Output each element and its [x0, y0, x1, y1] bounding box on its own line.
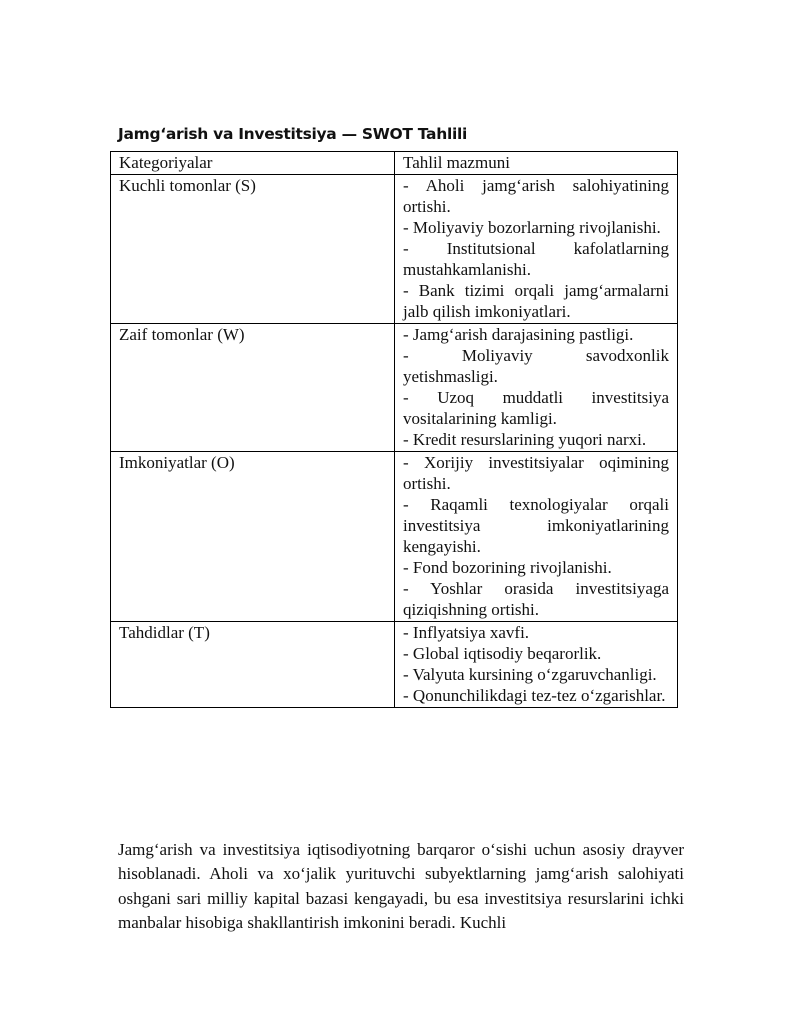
list-item: - Inflyatsiya xavfi. [403, 623, 530, 642]
list-item: - Moliyaviy bozorlarning rivojlanishi. [403, 218, 661, 237]
category-weaknesses: Zaif tomonlar (W) [111, 324, 395, 452]
list-item: - Bank tizimi orqali jamgʻarmalarni jalb qilish imkoniyatlari. [403, 281, 669, 321]
list-item: - Raqamli texnologiyalar orqali investitsiya imkoniyatlarining kengayishi. [403, 495, 669, 556]
list-item: - Yoshlar orasida investitsiyaga qiziqishning ortishi. [403, 579, 669, 619]
list-item: - Fond bozorining rivojlanishi. [403, 558, 612, 577]
swot-table [110, 151, 678, 708]
table-row [111, 622, 678, 708]
strengths-items [395, 175, 678, 324]
header-cell-category: Kategoriyalar [111, 152, 395, 175]
opportunities-items [395, 452, 678, 622]
category-opportunities: Imkoniyatlar (O) [111, 452, 395, 622]
document-title: Jamgʻarish va Investitsiya — SWOT Tahlili [118, 125, 467, 143]
table-header-row [111, 152, 678, 175]
list-item: - Moliyaviy savodxonlik yetishmasligi. [403, 346, 669, 386]
list-item: - Institutsional kafolatlarning mustahkamlanishi. [403, 239, 669, 279]
threats-items [395, 622, 678, 708]
list-item: - Qonunchilikdagi tez-tez oʻzgarishlar. [403, 686, 666, 705]
category-strengths: Kuchli tomonlar (S) [111, 175, 395, 324]
category-threats: Tahdidlar (T) [111, 622, 395, 708]
list-item: - Xorijiy investitsiyalar oqimining ortishi. [403, 453, 669, 493]
header-cell-content: Tahlil mazmuni [395, 152, 678, 175]
list-item: - Aholi jamgʻarish salohiyatining ortishi. [403, 176, 669, 216]
weaknesses-items [395, 324, 678, 452]
body-paragraph: Jamgʻarish va investitsiya iqtisodiyotning barqaror oʻsishi uchun asosiy drayver hisoblanadi. Aholi va xoʻjalik yurituvchi subyektlarning jamgʻarish salohiyati oshgani sari milliy kapital bazasi kengayadi, bu esa investitsiya resurslarini ichki manbalar hisobiga shakllantirish imkonini beradi. Kuchli [118, 840, 684, 932]
list-item: - Kredit resurslarining yuqori narxi. [403, 430, 647, 449]
table-row [111, 324, 678, 452]
list-item: - Valyuta kursining oʻzgaruvchanligi. [403, 665, 657, 684]
list-item: - Jamgʻarish darajasining pastligi. [403, 325, 634, 344]
table-row [111, 175, 678, 324]
table-row [111, 452, 678, 622]
list-item: - Uzoq muddatli investitsiya vositalarining kamligi. [403, 388, 669, 428]
list-item: - Global iqtisodiy beqarorlik. [403, 644, 602, 663]
